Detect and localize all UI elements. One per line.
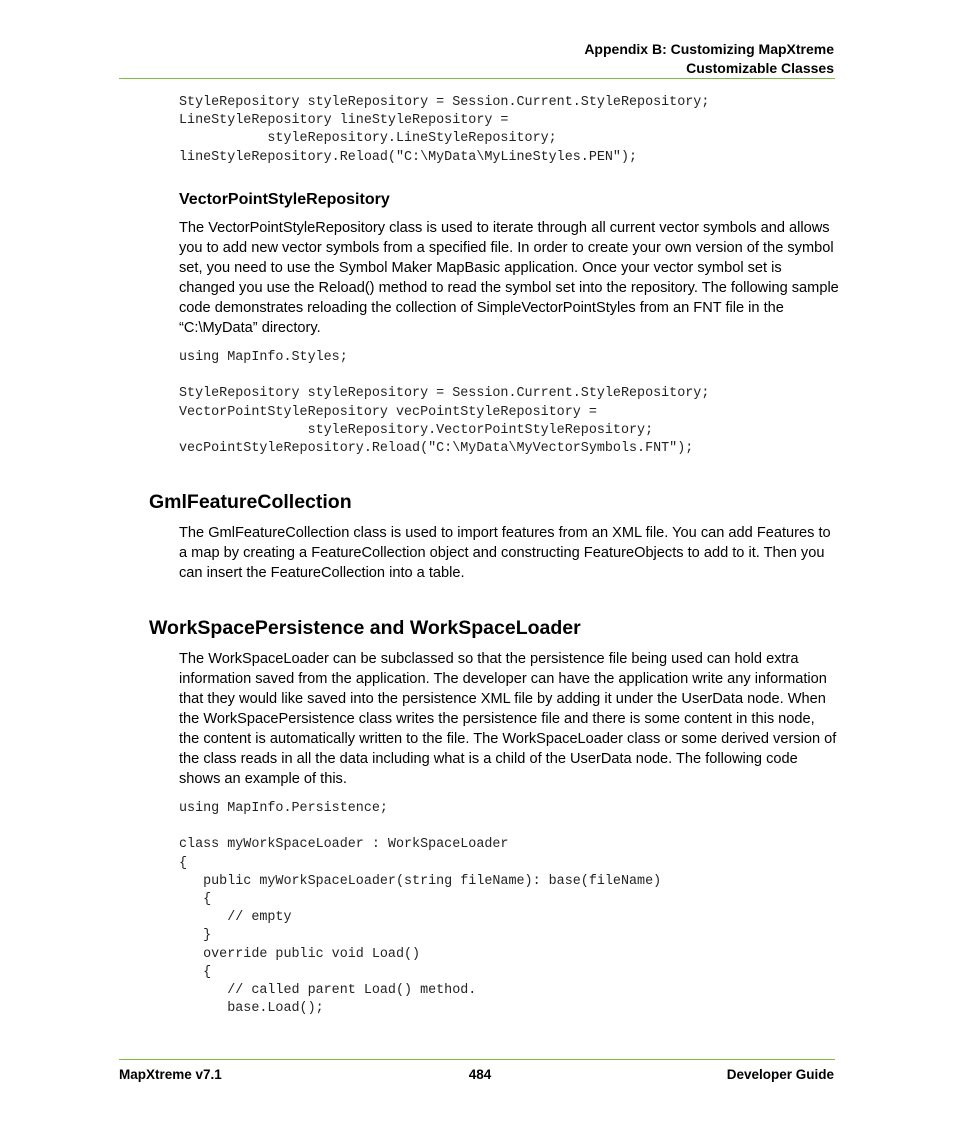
heading-gml-feature-collection: GmlFeatureCollection bbox=[149, 491, 352, 513]
header-section: Customizable Classes bbox=[686, 60, 834, 76]
paragraph-vector-point-style-repository: The VectorPointStyleRepository class is used to iterate through all current vector symbols and allows you to add new vector symbols from a specified file. In order to create your own version of the symbol set, you need to use the Symbol Maker MapBasic application. Once your vector symbol set is changed you use the Reload() method to read the symbol set into the repository. The following sample code demonstrates reloading the collection of SimpleVectorPointStyles from an FNT file in the “C:\MyData” directory. bbox=[179, 220, 839, 336]
footer-page-number: 484 bbox=[468, 1067, 492, 1082]
header-rule bbox=[119, 78, 835, 79]
running-header bbox=[584, 40, 834, 78]
paragraph-gml-feature-collection: The GmlFeatureCollection class is used to import features from an XML file. You can add Features to a map by creating a FeatureCollection object and constructing FeatureObjects to add to it. Then you can insert the FeatureCollection into a table. bbox=[179, 525, 831, 581]
footer-guide-title: Developer Guide bbox=[726, 1067, 834, 1082]
code-block-vector-point: using MapInfo.Styles; StyleRepository styleRepository = Session.Current.StyleRepository; VectorPointStyleRepository vecPointStyleRepository = styleRepository.VectorPointStyleRepository; vecPointStyleRepository.Reload("C:\MyData\MyVectorSymbols.FNT"); bbox=[179, 350, 710, 457]
code-block-workspace-loader: using MapInfo.Persistence; class myWorkSpaceLoader : WorkSpaceLoader { public myWorkSpaceLoader(string fileName): base(fileName) { // empty } override public void Load() { // called parent Load() method. base.Load(); bbox=[179, 801, 662, 1017]
header-chapter: Appendix B: Customizing MapXtreme bbox=[584, 41, 834, 57]
footer-product: MapXtreme v7.1 bbox=[119, 1067, 222, 1082]
footer-rule bbox=[119, 1059, 835, 1060]
paragraph-workspace-persistence: The WorkSpaceLoader can be subclassed so that the persistence file being used can hold extra information saved from the application. The developer can have the application write any information that they would like saved into the persistence XML file by adding it under the UserData node. When the WorkSpacePersistence class writes the persistence file and there is some content in this node, the content is automatically written to the file. The WorkSpaceLoader class or some derived version of the class reads in all the data including what is a child of the UserData node. The following code shows an example of this. bbox=[179, 651, 837, 787]
heading-vector-point-style-repository: VectorPointStyleRepository bbox=[179, 191, 390, 208]
code-block-line-style: StyleRepository styleRepository = Session.Current.StyleRepository; LineStyleRepository lineStyleRepository = styleRepository.LineStyleRepository; lineStyleRepository.Reload("C:\MyData\MyLineStyles.PEN"); bbox=[179, 95, 710, 165]
heading-workspace-persistence: WorkSpacePersistence and WorkSpaceLoader bbox=[149, 617, 581, 639]
